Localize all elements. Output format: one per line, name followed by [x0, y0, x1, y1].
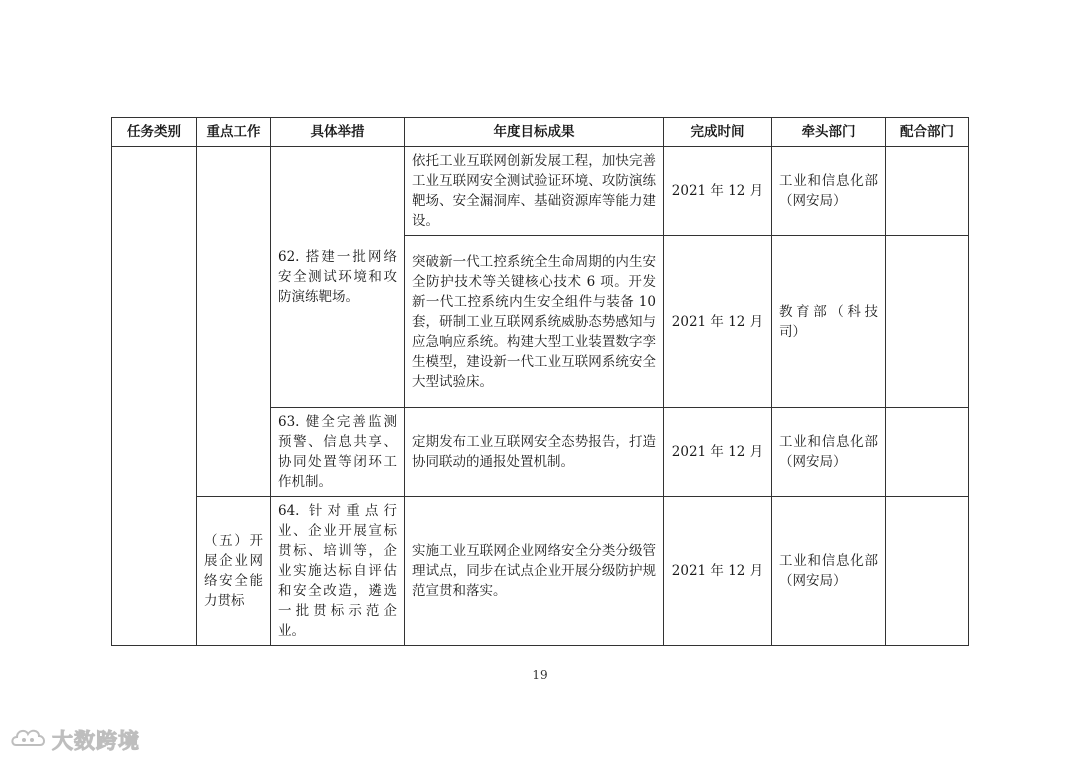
goal-cell: 定期发布工业互联网安全态势报告，打造协同联动的通报处置机制。 [405, 408, 664, 497]
task-category-cell [112, 147, 197, 646]
completion-time-cell: 2021 年 12 月 [664, 497, 772, 646]
measure-cell: 64. 针对重点行业、企业开展宣标贯标、培训等，企业实施达标自评估和安全改造，遴选一批贯标示范企业。 [271, 497, 405, 646]
header-annual-goals: 年度目标成果 [405, 118, 664, 147]
header-lead-department: 牵头部门 [772, 118, 886, 147]
header-support-department: 配合部门 [886, 118, 969, 147]
table-header-row [112, 118, 969, 147]
measure-cell: 62. 搭建一批网络安全测试环境和攻防演练靶场。 [271, 147, 405, 408]
support-department-cell [886, 497, 969, 646]
key-work-cell [197, 147, 271, 497]
task-table [111, 117, 969, 646]
lead-department-cell: 工业和信息化部（网安局） [772, 408, 886, 497]
table-row [112, 147, 969, 236]
lead-department-cell: 工业和信息化部（网安局） [772, 497, 886, 646]
lead-department-cell: 工业和信息化部（网安局） [772, 147, 886, 236]
page-number: 19 [532, 668, 548, 682]
support-department-cell [886, 236, 969, 408]
goal-cell: 实施工业互联网企业网络安全分类分级管理试点，同步在试点企业开展分级防护规范宣贯和落实。 [405, 497, 664, 646]
goal-cell: 突破新一代工控系统全生命周期的内生安全防护技术等关键核心技术 6 项。开发新一代工控系统内生安全组件与装备 10 套，研制工业互联网系统威胁态势感知与应急响应系统。构建大型工业装置数字孪生模型，建设新一代工业互联网系统安全大型试验床。 [405, 236, 664, 408]
header-task-category: 任务类别 [112, 118, 197, 147]
goal-cell: 依托工业互联网创新发展工程，加快完善工业互联网安全测试验证环境、攻防演练靶场、安全漏洞库、基础资源库等能力建设。 [405, 147, 664, 236]
completion-time-cell: 2021 年 12 月 [664, 408, 772, 497]
header-completion-time: 完成时间 [664, 118, 772, 147]
measure-cell: 63. 健全完善监测预警、信息共享、协同处置等闭环工作机制。 [271, 408, 405, 497]
table-row [112, 497, 969, 646]
completion-time-cell: 2021 年 12 月 [664, 147, 772, 236]
completion-time-cell: 2021 年 12 月 [664, 236, 772, 408]
header-measures: 具体举措 [271, 118, 405, 147]
lead-department-cell: 教育部（科技司） [772, 236, 886, 408]
key-work-cell: （五）开展企业网络安全能力贯标 [197, 497, 271, 646]
watermark [10, 725, 140, 755]
support-department-cell [886, 408, 969, 497]
header-key-work: 重点工作 [197, 118, 271, 147]
support-department-cell [886, 147, 969, 236]
cloud-logo-icon [10, 725, 48, 755]
watermark-text: 大数跨境 [52, 729, 140, 753]
